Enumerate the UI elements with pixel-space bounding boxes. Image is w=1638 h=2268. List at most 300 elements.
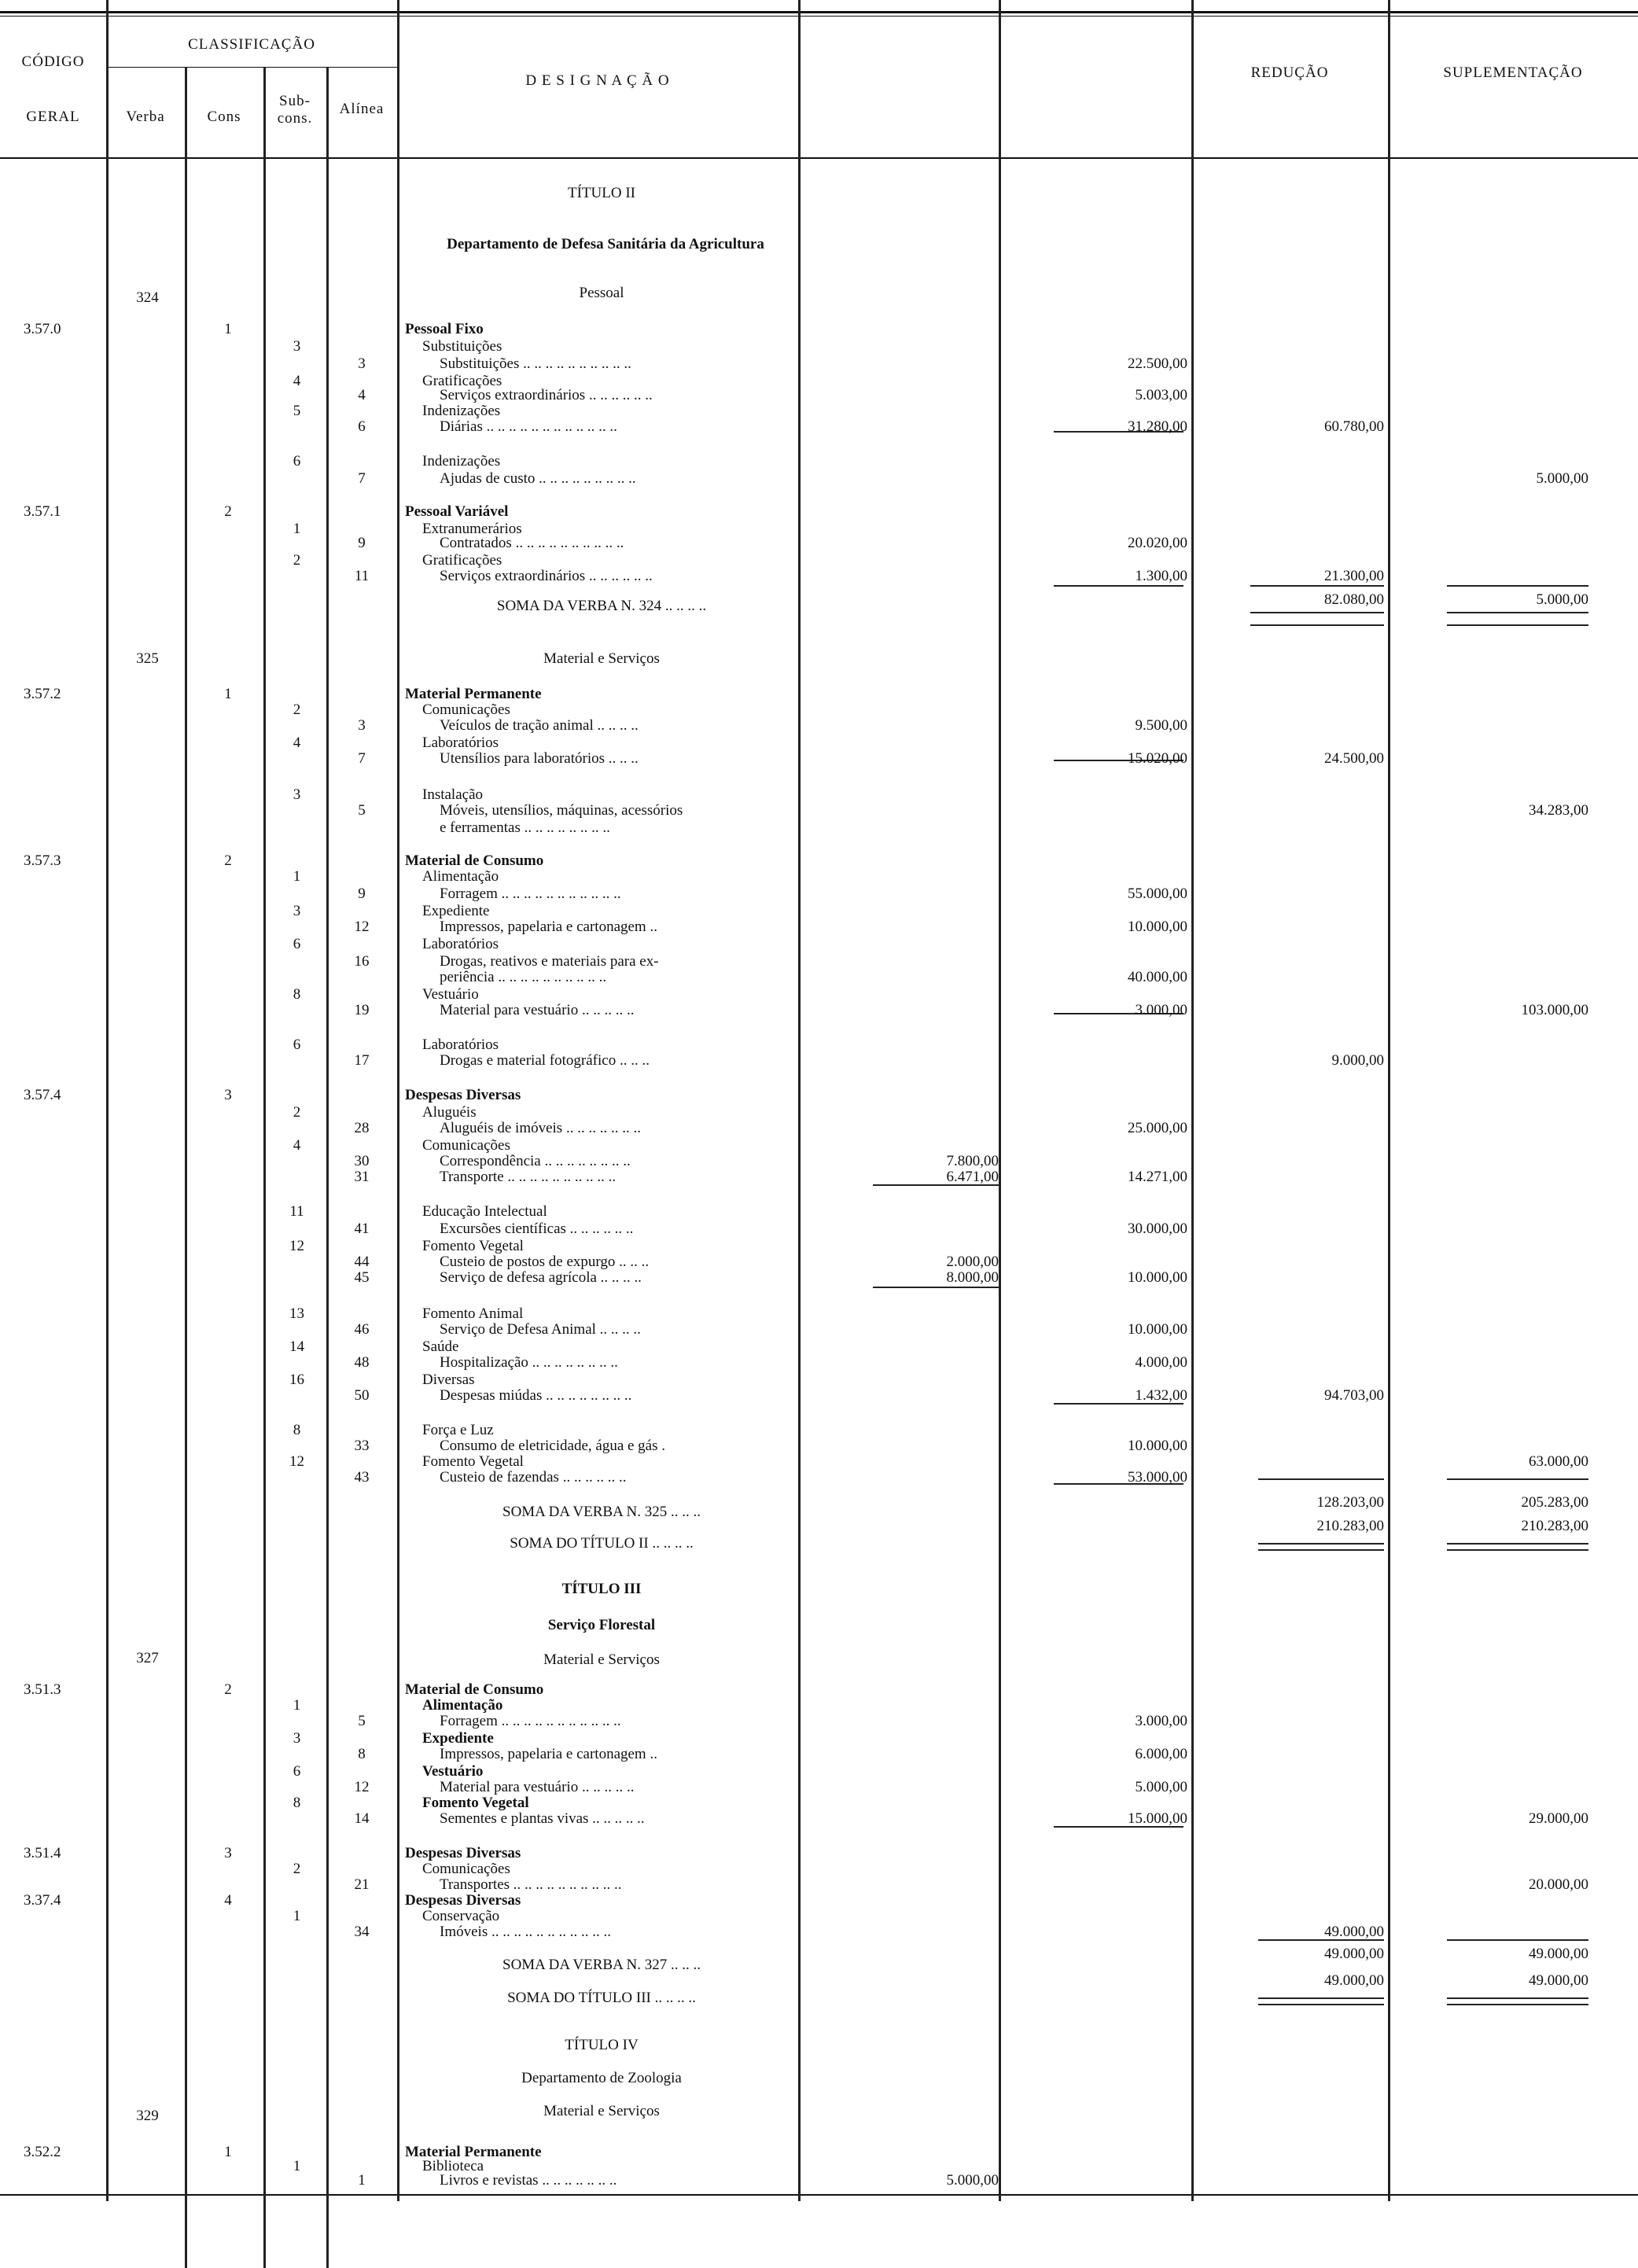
designacao-cell: Consumo de eletricidade, água e gás .	[440, 1438, 666, 1454]
suplementacao-value: 49.000,00	[1529, 1972, 1588, 1989]
alinea-cell: 46	[354, 1321, 370, 1338]
subcons-cell: 3	[293, 903, 301, 919]
subcons-cell: 8	[293, 1795, 301, 1811]
designacao-cell: Pessoal Fixo	[405, 321, 484, 337]
alinea-cell: 12	[354, 1779, 370, 1795]
designacao-cell: Transportes .. .. .. .. .. .. .. .. .. ..	[440, 1876, 622, 1893]
subcons-cell: 2	[293, 1104, 301, 1121]
table-row	[0, 470, 1638, 488]
table-row	[0, 1518, 1638, 1535]
table-row	[0, 568, 1638, 585]
valor-value: 5.000,00	[1135, 1779, 1187, 1795]
sum-rule	[1250, 624, 1384, 626]
designacao-cell: Fomento Vegetal	[422, 1238, 524, 1254]
designacao-cell: Saúde	[422, 1338, 459, 1355]
section-heading: Departamento de Zoologia	[521, 2070, 682, 2086]
table-row	[0, 403, 1638, 420]
table-row	[0, 903, 1638, 920]
header-subcons: Sub-cons.	[277, 93, 313, 127]
header-designacao: D E S I G N A Ç Ã O	[525, 72, 670, 89]
section-heading: Departamento de Defesa Sanitária da Agricultura	[447, 236, 764, 252]
reducao-value: 60.780,00	[1324, 418, 1384, 435]
alinea-cell: 8	[358, 1746, 366, 1762]
designacao-cell: Transporte .. .. .. .. .. .. .. .. .. ..	[440, 1169, 617, 1185]
table-row	[0, 1305, 1638, 1323]
alinea-cell: 43	[354, 1469, 370, 1486]
parcial-value: 2.000,00	[946, 1254, 999, 1270]
table-row	[0, 1169, 1638, 1186]
table-row	[0, 1845, 1638, 1862]
alinea-cell: 16	[354, 953, 370, 970]
alinea-cell: 6	[358, 418, 366, 435]
valor-value: 30.000,00	[1128, 1221, 1187, 1237]
designacao-cell: Laboratórios	[422, 936, 499, 952]
subcons-cell: 3	[293, 786, 301, 803]
table-row	[0, 1697, 1638, 1714]
suplementacao-value: 49.000,00	[1529, 1946, 1588, 1962]
alinea-cell: 7	[358, 750, 366, 767]
verba-cell: 324	[136, 289, 159, 306]
parcial-value: 8.000,00	[946, 1269, 999, 1286]
table-row	[0, 1153, 1638, 1170]
designacao-cell: Substituições .. .. .. .. .. .. .. .. .. ..	[440, 355, 631, 372]
designacao-cell: Diversas	[422, 1371, 475, 1388]
table-row	[0, 701, 1638, 719]
section-heading-row	[0, 1617, 1638, 1634]
header-bottom-rule	[0, 157, 1638, 159]
designacao-cell: Forragem .. .. .. .. .. .. .. .. .. .. ..	[440, 885, 621, 902]
designacao-cell: Material para vestuário .. .. .. .. ..	[440, 1779, 635, 1795]
subcons-cell: 8	[293, 1422, 301, 1438]
table-row	[0, 1681, 1638, 1699]
codigo-cell: 3.57.3	[24, 852, 61, 869]
subcons-cell: 3	[293, 1730, 301, 1747]
subcons-cell: 6	[293, 1763, 301, 1780]
designacao-cell: Comunicações	[422, 1137, 510, 1154]
alinea-cell: 28	[354, 1120, 370, 1136]
table-row	[0, 852, 1638, 870]
suplementacao-value: 103.000,00	[1521, 1002, 1588, 1018]
designacao-cell: Despesas Diversas	[405, 1845, 521, 1861]
table-row	[0, 1422, 1638, 1439]
section-heading: TÍTULO IV	[565, 2037, 639, 2053]
subcons-cell: 1	[293, 2158, 301, 2174]
alinea-cell: 17	[354, 1052, 370, 1069]
valor-value: 6.000,00	[1135, 1746, 1187, 1762]
designacao-cell: Material para vestuário .. .. .. .. ..	[440, 1002, 635, 1018]
section-heading: TÍTULO III	[561, 1581, 642, 1597]
valor-value: 10.000,00	[1128, 1438, 1187, 1454]
header-verba: Verba	[126, 109, 165, 125]
table-row	[0, 1876, 1638, 1894]
designacao-cell: Imóveis .. .. .. .. .. .. .. .. .. .. ..	[440, 1924, 611, 1940]
designacao-cell: Serviços extraordinários .. .. .. .. .. ..	[440, 387, 653, 403]
header-geral: GERAL	[26, 109, 80, 125]
table-row	[0, 717, 1638, 735]
designacao-cell: Ajudas de custo .. .. .. .. .. .. .. .. ..	[440, 470, 636, 487]
designacao-cell: Serviço de defesa agrícola .. .. .. ..	[440, 1269, 642, 1286]
subcons-cell: 4	[293, 735, 301, 751]
reducao-value: 9.000,00	[1331, 1052, 1384, 1069]
table-row	[0, 1469, 1638, 1486]
designacao-cell: Drogas, reativos e materiais para ex-	[440, 953, 659, 970]
designacao-cell: Alimentação	[422, 868, 499, 885]
designacao-cell: Comunicações	[422, 1861, 510, 1877]
codigo-cell: 3.52.2	[24, 2144, 61, 2160]
table-row	[0, 1354, 1638, 1371]
header-suplementacao: SUPLEMENTAÇÃO	[1443, 64, 1583, 81]
table-row	[0, 1120, 1638, 1137]
table-row	[0, 953, 1638, 970]
alinea-cell: 9	[358, 885, 366, 902]
suplementacao-value: 20.000,00	[1529, 1876, 1588, 1893]
reducao-value: 210.283,00	[1316, 1518, 1384, 1534]
subcons-cell: 2	[293, 701, 301, 718]
designacao-cell: Pessoal Variável	[405, 503, 509, 520]
valor-value: 3.000,00	[1135, 1713, 1187, 1729]
table-row	[0, 735, 1638, 752]
reducao-value: 128.203,00	[1316, 1494, 1384, 1511]
table-row	[0, 552, 1638, 569]
designacao-cell: Indenizações	[422, 453, 501, 469]
cons-cell: 1	[224, 686, 232, 702]
table-row	[0, 969, 1638, 986]
section-heading: Material e Serviços	[543, 2103, 660, 2119]
designacao-cell: Biblioteca	[422, 2158, 484, 2174]
designacao-cell: Fomento Animal	[422, 1305, 524, 1322]
subcons-cell: 4	[293, 1137, 301, 1154]
valor-value: 22.500,00	[1128, 355, 1187, 372]
sum-rule	[1250, 585, 1384, 587]
alinea-cell: 30	[354, 1153, 370, 1169]
designacao-cell: Comunicações	[422, 701, 510, 718]
subcons-cell: 8	[293, 986, 301, 1003]
valor-value: 31.280,00	[1128, 418, 1187, 435]
parcial-value: 5.000,00	[946, 2172, 999, 2189]
suplementacao-value: 29.000,00	[1529, 1810, 1588, 1827]
suplementacao-value: 210.283,00	[1521, 1518, 1588, 1534]
alinea-cell: 12	[354, 919, 370, 935]
valor-value: 3.000,00	[1135, 1002, 1187, 1018]
section-heading-row	[0, 1957, 1638, 1974]
designacao-cell: e ferramentas .. .. .. .. .. .. .. ..	[440, 819, 610, 836]
designacao-cell: Material Permanente	[405, 2144, 542, 2160]
designacao-cell: Força e Luz	[422, 1422, 494, 1438]
section-heading: Serviço Florestal	[547, 1617, 656, 1633]
table-row	[0, 1338, 1638, 1356]
table-row	[0, 802, 1638, 819]
designacao-cell: Hospitalização .. .. .. .. .. .. .. ..	[440, 1354, 618, 1371]
verba-cell: 325	[136, 650, 159, 667]
alinea-cell: 7	[358, 470, 366, 487]
designacao-cell: Material de Consumo	[405, 1681, 544, 1698]
subcons-cell: 5	[293, 403, 301, 419]
alinea-cell: 19	[354, 1002, 370, 1018]
table-row	[0, 418, 1638, 436]
designacao-cell: Conservação	[422, 1908, 500, 1924]
designacao-cell: Forragem .. .. .. .. .. .. .. .. .. .. ..	[440, 1713, 621, 1729]
section-heading: SOMA DA VERBA N. 325 .. .. ..	[502, 1504, 701, 1520]
designacao-cell: Serviço de Defesa Animal .. .. .. ..	[440, 1321, 641, 1338]
alinea-cell: 5	[358, 1713, 366, 1729]
valor-value: 20.020,00	[1128, 535, 1187, 551]
designacao-cell: Extranumerários	[422, 521, 522, 537]
top-rule-thin	[0, 16, 1638, 17]
sum-rule	[873, 1287, 999, 1288]
designacao-cell: Material de Consumo	[405, 852, 544, 869]
table-row	[0, 1269, 1638, 1287]
designacao-cell: Vestuário	[422, 986, 479, 1003]
reducao-value: 49.000,00	[1324, 1946, 1384, 1962]
designacao-cell: Gratificações	[422, 373, 502, 389]
table-row	[0, 503, 1638, 521]
table-row	[0, 1861, 1638, 1878]
table-row	[0, 1713, 1638, 1730]
table-row	[0, 1052, 1638, 1070]
table-row	[0, 750, 1638, 768]
section-heading: Material e Serviços	[543, 650, 660, 667]
table-row	[0, 885, 1638, 903]
designacao-cell: Expediente	[422, 903, 490, 919]
table-row	[0, 1137, 1638, 1154]
table-row	[0, 1730, 1638, 1747]
valor-value: 1.300,00	[1135, 568, 1187, 584]
section-heading-row	[0, 1990, 1638, 2007]
designacao-cell: Fomento Vegetal	[422, 1453, 524, 1470]
designacao-cell: Drogas e material fotográfico .. .. ..	[440, 1052, 650, 1069]
section-heading: SOMA DO TÍTULO II .. .. .. ..	[510, 1535, 694, 1552]
top-rule	[0, 11, 1638, 13]
valor-value: 55.000,00	[1128, 885, 1187, 902]
table-row	[0, 1453, 1638, 1471]
reducao-value: 94.703,00	[1324, 1387, 1384, 1404]
table-row	[0, 1371, 1638, 1389]
designacao-cell: Despesas miúdas .. .. .. .. .. .. .. ..	[440, 1387, 632, 1404]
designacao-cell: Aluguéis	[422, 1104, 477, 1121]
designacao-cell: Sementes e plantas vivas .. .. .. .. ..	[440, 1810, 645, 1827]
sum-rule	[1054, 585, 1183, 587]
cons-cell: 3	[224, 1087, 232, 1103]
suplementacao-value: 5.000,00	[1536, 470, 1588, 487]
table-row	[0, 1036, 1638, 1054]
codigo-cell: 3.51.4	[24, 1845, 61, 1861]
parcial-value: 6.471,00	[946, 1169, 999, 1185]
subcons-cell: 2	[293, 552, 301, 569]
codigo-cell: 3.57.1	[24, 503, 61, 520]
alinea-cell: 3	[358, 717, 366, 734]
designacao-cell: Impressos, papelaria e cartonagem ..	[440, 919, 657, 935]
table-row	[0, 819, 1638, 837]
table-row	[0, 1104, 1638, 1121]
valor-value: 10.000,00	[1128, 1321, 1187, 1338]
table-row	[0, 1387, 1638, 1405]
subcons-cell: 16	[289, 1371, 304, 1388]
valor-value: 25.000,00	[1128, 1120, 1187, 1136]
table-row	[0, 1810, 1638, 1828]
table-row	[0, 591, 1638, 609]
codigo-cell: 3.57.2	[24, 686, 61, 702]
designacao-cell: Educação Intelectual	[422, 1203, 547, 1220]
subcons-cell: 1	[293, 868, 301, 885]
alinea-cell: 1	[358, 2172, 366, 2189]
reducao-value: 24.500,00	[1324, 750, 1384, 767]
verba-cell: 327	[136, 1650, 159, 1666]
table-row	[0, 1795, 1638, 1812]
designacao-cell: Livros e revistas .. .. .. .. .. .. ..	[440, 2172, 617, 2189]
suplementacao-value: 205.283,00	[1521, 1494, 1588, 1511]
designacao-cell: periência .. .. .. .. .. .. .. .. .. ..	[440, 969, 607, 985]
table-row	[0, 868, 1638, 885]
alinea-cell: 50	[354, 1387, 370, 1404]
cons-cell: 2	[224, 852, 232, 869]
valor-value: 15.020,00	[1128, 750, 1187, 767]
alinea-cell: 5	[358, 802, 366, 819]
designacao-cell: Laboratórios	[422, 1036, 499, 1053]
subcons-cell: 4	[293, 373, 301, 389]
designacao-cell: Impressos, papelaria e cartonagem ..	[440, 1746, 657, 1762]
valor-value: 10.000,00	[1128, 1269, 1187, 1286]
table-row	[0, 2108, 1638, 2125]
alinea-cell: 3	[358, 355, 366, 372]
designacao-cell: Custeio de fazendas .. .. .. .. .. ..	[440, 1469, 627, 1486]
subcons-cell: 1	[293, 1697, 301, 1714]
designacao-cell: Fomento Vegetal	[422, 1795, 529, 1811]
subcons-cell: 6	[293, 453, 301, 469]
designacao-cell: Instalação	[422, 786, 484, 803]
designacao-cell: Vestuário	[422, 1763, 484, 1780]
designacao-cell: Contratados .. .. .. .. .. .. .. .. .. ..	[440, 535, 624, 551]
table-row	[0, 1321, 1638, 1338]
valor-value: 15.000,00	[1128, 1810, 1187, 1827]
subcons-cell: 6	[293, 936, 301, 952]
section-heading-row	[0, 1535, 1638, 1552]
header-cons: Cons	[207, 109, 241, 125]
valor-value: 40.000,00	[1128, 969, 1187, 985]
cons-cell: 1	[224, 321, 232, 337]
table-row	[0, 355, 1638, 373]
table-row	[0, 1438, 1638, 1455]
table-row	[0, 338, 1638, 355]
sum-rule	[1447, 585, 1588, 587]
subcons-cell: 6	[293, 1036, 301, 1053]
codigo-cell: 3.57.4	[24, 1087, 61, 1103]
cons-cell: 1	[224, 2144, 232, 2160]
subcons-cell: 1	[293, 521, 301, 537]
section-heading-row	[0, 236, 1638, 253]
section-heading-row	[0, 185, 1638, 202]
designacao-cell: Indenizações	[422, 403, 501, 419]
table-row	[0, 1087, 1638, 1104]
table-row	[0, 453, 1638, 470]
designacao-cell: Despesas Diversas	[405, 1892, 521, 1909]
designacao-cell: Excursões científicas .. .. .. .. .. ..	[440, 1221, 634, 1237]
subcons-cell: 3	[293, 338, 301, 355]
alinea-cell: 44	[354, 1254, 370, 1270]
subcons-cell: 11	[289, 1203, 304, 1220]
designacao-cell: Correspondência .. .. .. .. .. .. .. ..	[440, 1153, 631, 1169]
valor-value: 10.000,00	[1128, 919, 1187, 935]
codigo-cell: 3.51.3	[24, 1681, 61, 1698]
alinea-cell: 9	[358, 535, 366, 551]
section-heading: SOMA DO TÍTULO III .. .. .. ..	[507, 1990, 696, 2006]
section-heading-row	[0, 1581, 1638, 1598]
subcons-cell: 2	[293, 1861, 301, 1877]
valor-value: 5.003,00	[1135, 387, 1187, 403]
designacao-cell: Utensílios para laboratórios .. .. ..	[440, 750, 639, 767]
alinea-cell: 21	[354, 1876, 370, 1893]
designacao-cell: Substituições	[422, 338, 502, 355]
designacao-cell: Aluguéis de imóveis .. .. .. .. .. .. ..	[440, 1120, 641, 1136]
header-codigo: CÓDIGO	[21, 53, 85, 70]
valor-value: 4.000,00	[1135, 1354, 1187, 1371]
cons-cell: 3	[224, 1845, 232, 1861]
designacao-cell: Gratificações	[422, 552, 502, 569]
alinea-cell: 41	[354, 1221, 370, 1237]
reducao-value: 49.000,00	[1324, 1924, 1384, 1940]
designacao-cell: Móveis, utensílios, máquinas, acessórios	[440, 802, 683, 819]
bottom-rule	[0, 2194, 1638, 2196]
cons-cell: 2	[224, 1681, 232, 1698]
table-row	[0, 1972, 1638, 1990]
suplementacao-value: 5.000,00	[1536, 591, 1588, 608]
designacao-cell: Custeio de postos de expurgo .. .. ..	[440, 1254, 650, 1270]
subcons-cell: 14	[289, 1338, 304, 1355]
section-heading: SOMA DA VERBA N. 327 .. .. ..	[502, 1957, 701, 1973]
section-heading: TÍTULO II	[568, 185, 635, 201]
section-heading: Pessoal	[579, 285, 624, 301]
table-row	[0, 2172, 1638, 2189]
reducao-value: 82.080,00	[1324, 591, 1384, 608]
designacao-cell: Serviços extraordinários .. .. .. .. .. ..	[440, 568, 653, 584]
subcons-cell: 12	[289, 1453, 304, 1470]
alinea-cell: 33	[354, 1438, 370, 1454]
table-row	[0, 535, 1638, 552]
designacao-cell: Laboratórios	[422, 735, 499, 751]
table-row	[0, 1908, 1638, 1925]
alinea-cell: 48	[354, 1354, 370, 1371]
table-row	[0, 919, 1638, 936]
table-row	[0, 1892, 1638, 1909]
parcial-value: 7.800,00	[946, 1153, 999, 1169]
table-row	[0, 1779, 1638, 1796]
valor-value: 1.432,00	[1135, 1387, 1187, 1404]
alinea-cell: 45	[354, 1269, 370, 1286]
cons-cell: 2	[224, 503, 232, 520]
table-row	[0, 686, 1638, 703]
table-row	[0, 1763, 1638, 1780]
classificacao-rule	[106, 67, 397, 68]
alinea-cell: 31	[354, 1169, 370, 1185]
table-row	[0, 387, 1638, 404]
sum-rule	[1447, 624, 1588, 626]
alinea-cell: 11	[354, 568, 370, 584]
table-row	[0, 986, 1638, 1003]
section-heading: Material e Serviços	[543, 1651, 660, 1668]
valor-value: 53.000,00	[1128, 1469, 1187, 1486]
table-row	[0, 321, 1638, 338]
table-row	[0, 1650, 1638, 1667]
codigo-cell: 3.57.0	[24, 321, 61, 337]
header-reducao: REDUÇÃO	[1250, 64, 1329, 81]
table-row	[0, 1002, 1638, 1019]
designacao-cell: Veículos de tração animal .. .. .. ..	[440, 717, 639, 734]
reducao-value: 49.000,00	[1324, 1972, 1384, 1989]
codigo-cell: 3.37.4	[24, 1892, 61, 1909]
alinea-cell: 34	[354, 1924, 370, 1940]
table-row	[0, 1254, 1638, 1271]
subcons-cell: 13	[289, 1305, 304, 1322]
designacao-cell: Material Permanente	[405, 686, 542, 702]
